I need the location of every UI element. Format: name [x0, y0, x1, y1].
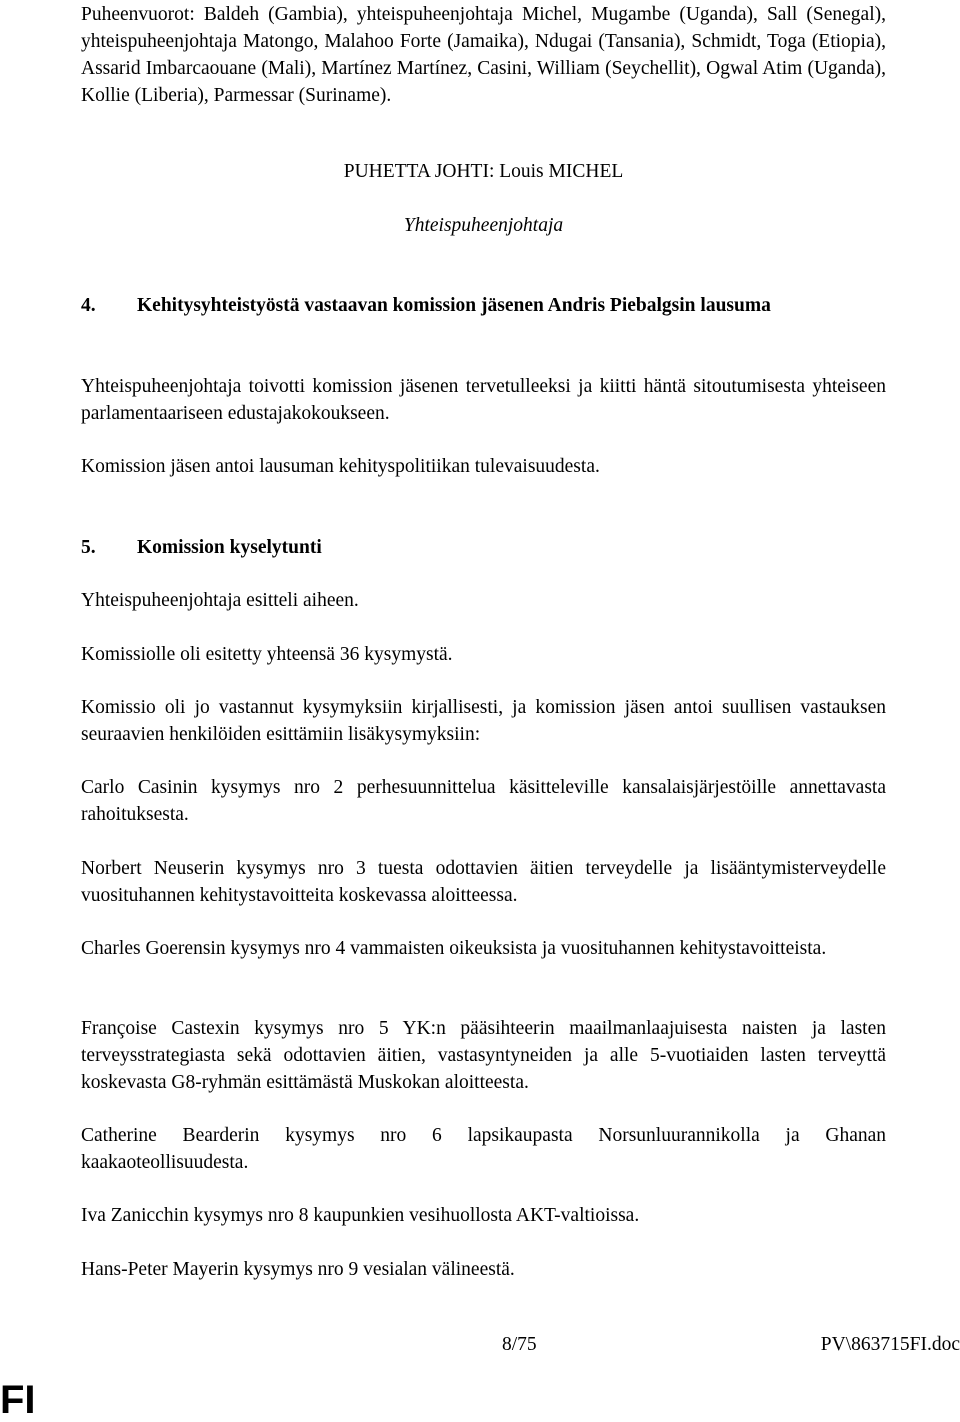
chair-line: PUHETTA JOHTI: Louis MICHEL: [343, 161, 624, 182]
section-4-heading: [81, 292, 886, 319]
language-code: FI: [0, 1378, 36, 1422]
section-4-title: Kehitysyhteistyöstä vastaavan komission jäsenen Andris Piebalgsin lausuma: [137, 295, 771, 316]
section-4-paragraph-2: Komission jäsen antoi lausuman kehityspolitiikan tulevaisuudesta.: [81, 456, 600, 477]
chair-role: Yhteispuheenjohtaja: [403, 215, 564, 236]
speakers-paragraph: Puheenvuorot: Baldeh (Gambia), yhteispuheenjohtaja Michel, Mugambe (Uganda), Sall (Senegal), yhteispuheenjohtaja Matongo, Malahoo Forte (Jamaika), Ndugai (Tansania), Schmidt, Toga (Etiopia), Assarid Imbarcaouane (Mali), Martínez Martínez, Casini, William (Seychellit), Ogwal Atim (Uganda), Kollie (Liberia), Parmessar (Suriname).: [81, 4, 886, 106]
section-5-paragraph-1: Yhteispuheenjohtaja esitteli aiheen.: [81, 590, 359, 611]
question-9-paragraph: Hans-Peter Mayerin kysymys nro 9 vesialan välineestä.: [81, 1259, 515, 1280]
question-4-paragraph: Charles Goerensin kysymys nro 4 vammaisten oikeuksista ja vuosituhannen kehitystavoitteista.: [81, 938, 827, 959]
section-4-number: 4.: [81, 295, 96, 316]
question-3-paragraph: Norbert Neuserin kysymys nro 3 tuesta odottavien äitien terveydelle ja lisääntymisterveydelle vuosituhannen kehitystavoitteita koskevassa aloitteessa.: [81, 858, 886, 906]
section-5-title: Komission kyselytunti: [137, 537, 322, 558]
section-5-paragraph-3: Komissio oli jo vastannut kysymyksiin kirjallisesti, ja komission jäsen antoi suullisen vastauksen seuraavien henkilöiden esittämiin lisäkysymyksiin:: [81, 697, 886, 745]
question-6-paragraph: Catherine Bearderin kysymys nro 6 lapsikaupasta Norsunluurannikolla ja Ghanan kaakaoteollisuudesta.: [81, 1125, 886, 1173]
section-5-paragraph-2: Komissiolle oli esitetty yhteensä 36 kysymystä.: [81, 644, 453, 665]
question-8-paragraph: Iva Zanicchin kysymys nro 8 kaupunkien vesihuollosta AKT-valtioissa.: [81, 1205, 640, 1226]
question-2-paragraph: Carlo Casinin kysymys nro 2 perhesuunnittelua käsitteleville kansalaisjärjestöille annettavasta rahoituksesta.: [81, 777, 886, 825]
section-4-paragraph-1: Yhteispuheenjohtaja toivotti komission jäsenen tervetulleeksi ja kiitti häntä sitoutumisesta yhteiseen parlamentaariseen edustajakokoukseen.: [81, 376, 886, 424]
document-reference: PV\863715FI.doc: [820, 1334, 960, 1355]
page-number: 8/75: [502, 1334, 537, 1355]
section-5-heading: [81, 534, 886, 561]
section-5-number: 5.: [81, 537, 96, 558]
question-5-paragraph: Françoise Castexin kysymys nro 5 YK:n pääsihteerin maailmanlaajuisesta naisten ja lasten terveysstrategiasta sekä odottavien äitien, vastasyntyneiden ja alle 5-vuotiaiden lasten terveyttä koskevasta G8-ryhmän esittämästä Muskokan aloitteesta.: [81, 1018, 886, 1093]
